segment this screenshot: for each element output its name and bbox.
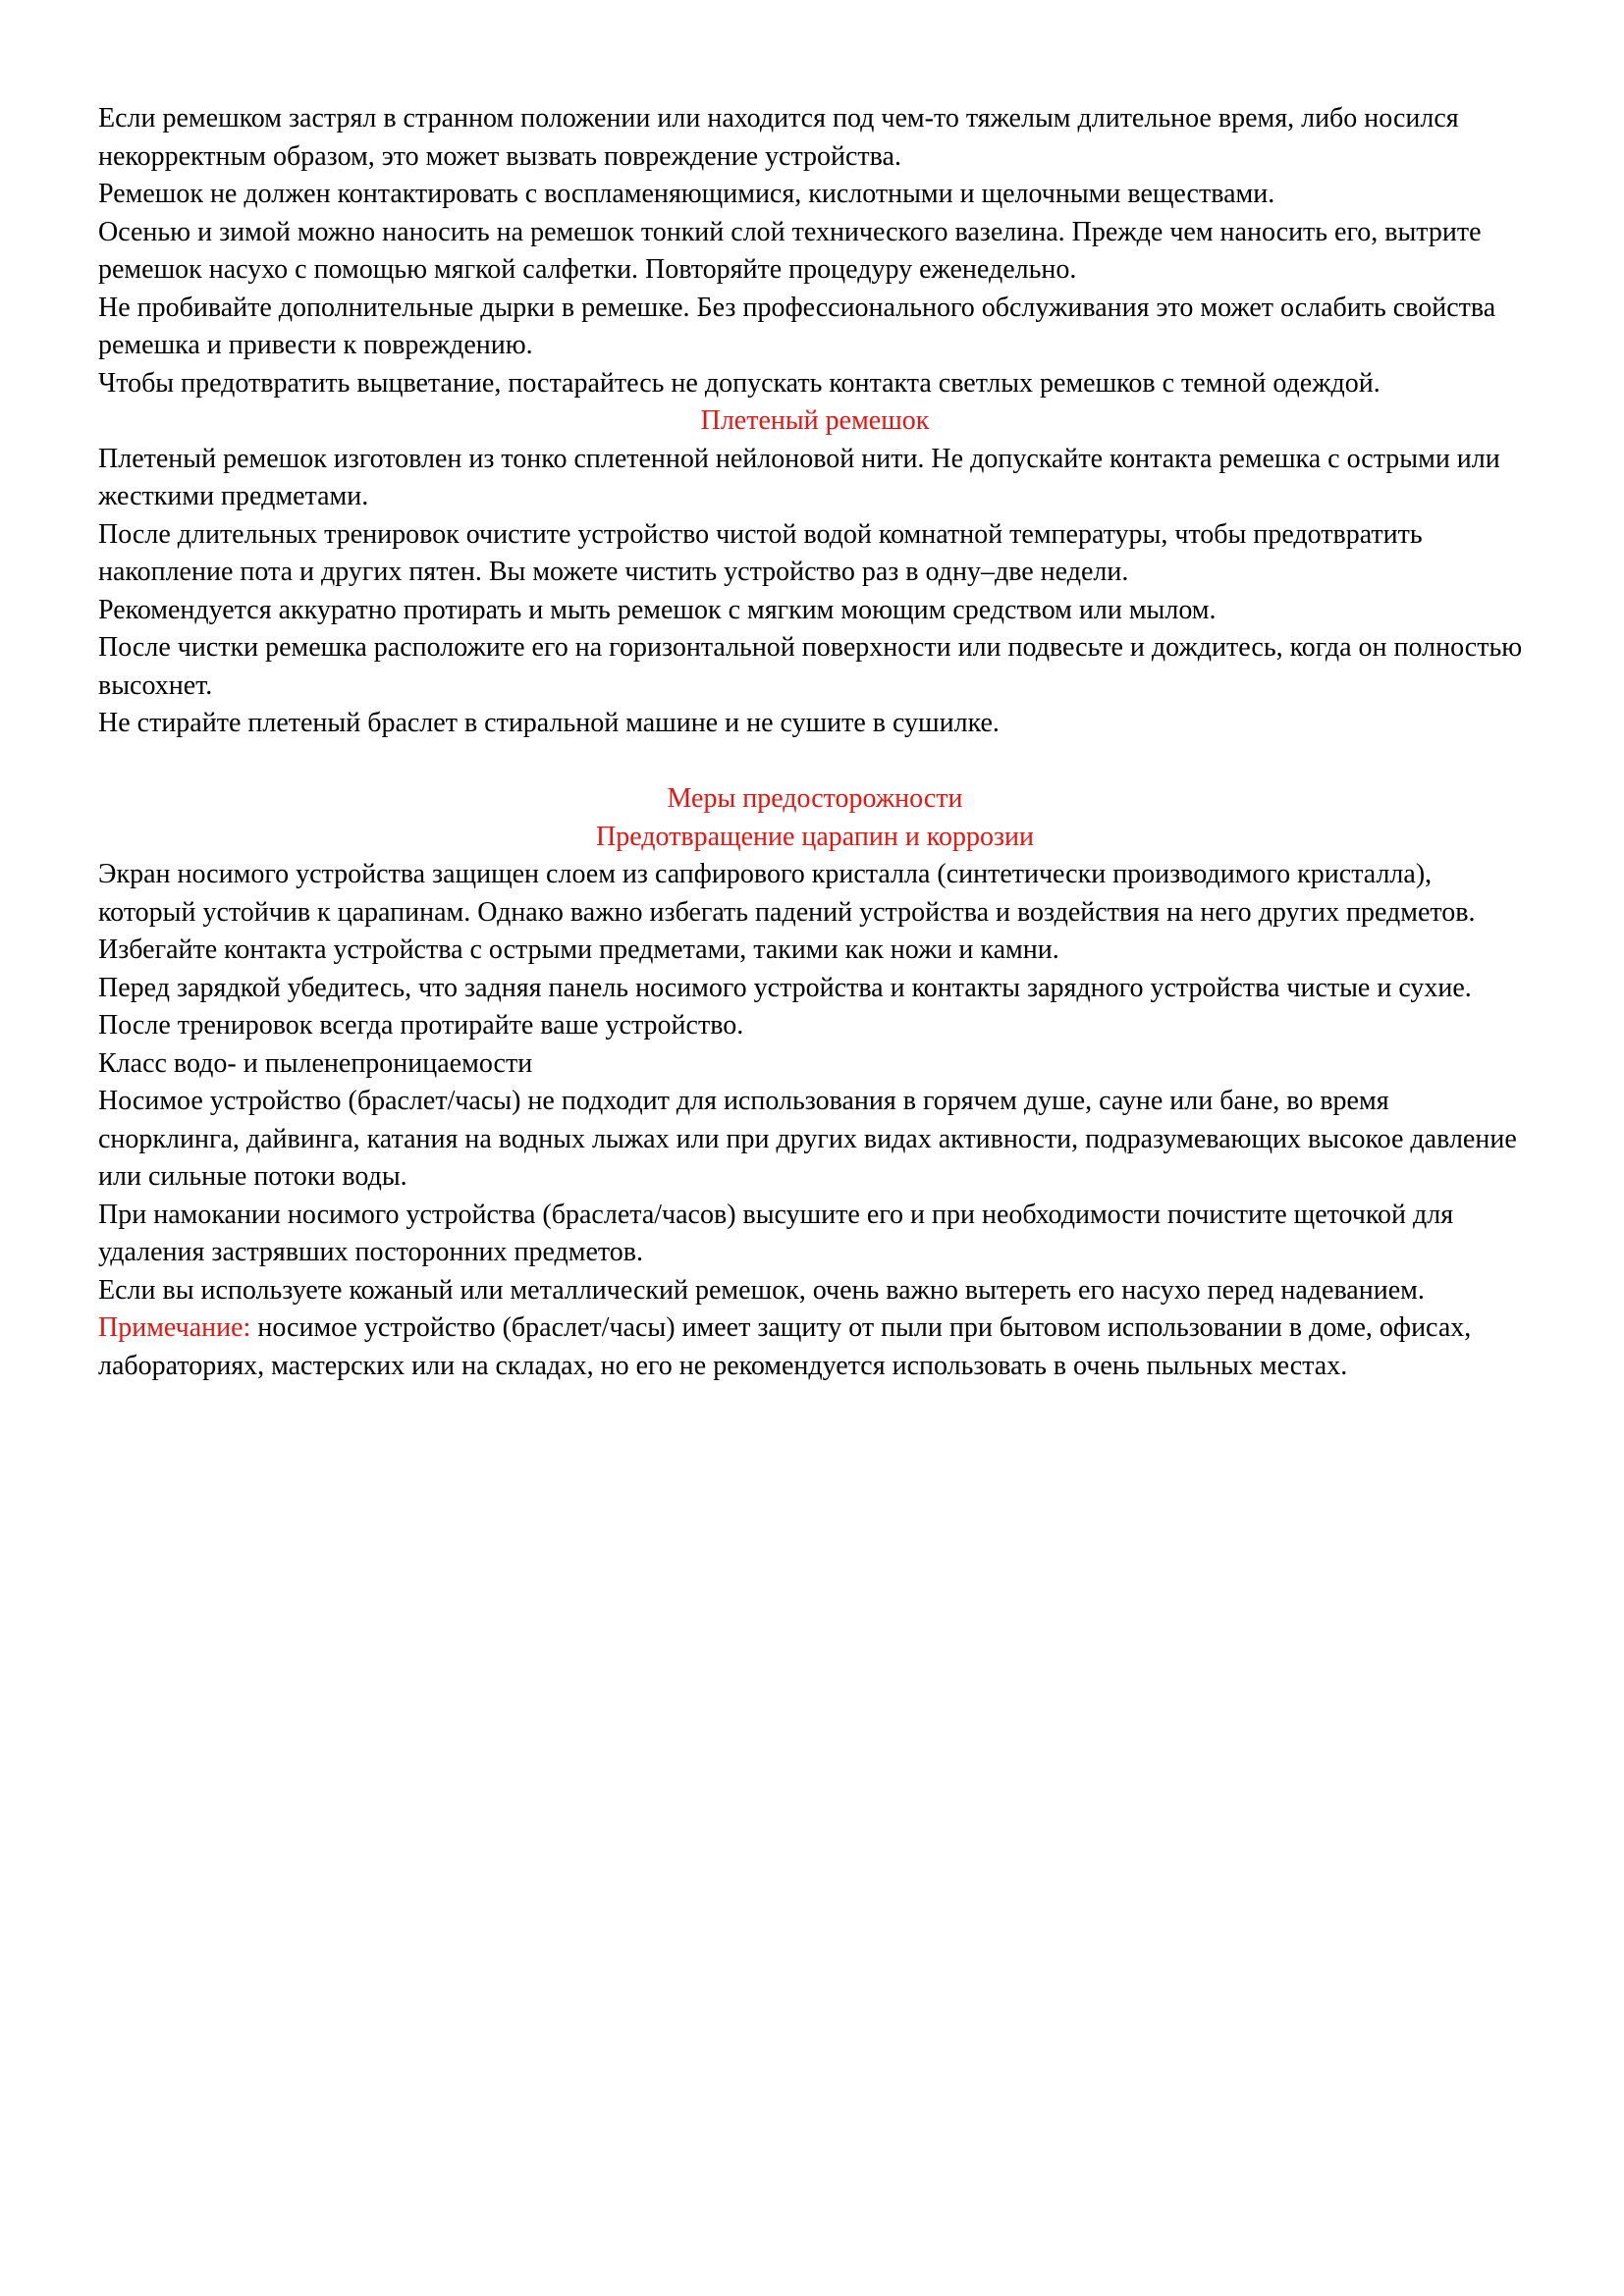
paragraph: Экран носимого устройства защищен слоем из сапфирового кристалла (синтетически производимого кристалла), который устойчив к царапинам. Однако важно избегать падений устройства и воздействия на него других предметов. Избегайте контакта устройства с острыми предметами, такими как ножи и камни. xyxy=(98,859,1476,965)
paragraph: После чистки ремешка расположите его на горизонтальной поверхности или подвесьте и дождитесь, когда он полностью высохнет. xyxy=(98,632,1523,701)
precautions-section xyxy=(98,780,1532,1385)
section-spacer xyxy=(98,743,1532,781)
paragraph: Рекомендуется аккуратно протирать и мыть ремешок с мягким моющим средством или мылом. xyxy=(98,594,1217,625)
note-label: Примечание: xyxy=(98,1312,251,1343)
paragraph: Носимое устройство (браслет/часы) не подходит для использования в горячем душе, сауне или бане, во время снорклинга, дайвинга, катания на водных лыжах или при других видах активности, подразумевающих высокое давление или сильные потоки воды. xyxy=(98,1086,1517,1192)
paragraph: При намокании носимого устройства (браслета/часов) высушите его и при необходимости почистите щеточкой для удаления застрявших посторонних предметов. xyxy=(98,1199,1454,1267)
note-text: носимое устройство (браслет/часы) имеет защиту от пыли при бытовом использовании в доме, офисах, лабораториях, мастерских или на складах, но его не рекомендуется использовать в очень пыльных местах. xyxy=(98,1312,1472,1381)
paragraph: Не стирайте плетеный браслет в стиральной машине и не сушите в сушилке. xyxy=(98,708,1000,738)
paragraph: Если ремешком застрял в странном положении или находится под чем-то тяжелым длительное время, либо носился некорректным образом, это может вызвать повреждение устройства. xyxy=(98,103,1459,172)
paragraph: Перед зарядкой убедитесь, что задняя панель носимого устройства и контакты зарядного устройства чистые и сухие. После тренировок всегда протирайте ваше устройство. xyxy=(98,972,1472,1041)
water-dust-class-label: Класс водо- и пыленепроницаемости xyxy=(98,1047,533,1079)
scratch-corrosion-subheading: Предотвращение царапин и коррозии xyxy=(595,821,1035,852)
note-paragraph xyxy=(98,1309,1532,1385)
document-page xyxy=(98,100,1532,1385)
strap-care-section xyxy=(98,100,1532,402)
paragraph: Чтобы предотвратить выцветание, постарайтесь не допускать контакта светлых ремешков с темной одеждой. xyxy=(98,367,1380,399)
paragraph: Ремешок не должен контактировать с воспламеняющимися, кислотными и щелочными веществами. xyxy=(98,179,1275,209)
paragraph: Плетеный ремешок изготовлен из тонко сплетенной нейлоновой нити. Не допускайте контакта ремешка с острыми или жесткими предметами. xyxy=(98,443,1500,511)
paragraph: После длительных тренировок очистите устройство чистой водой комнатной температуры, чтобы предотвратить накопление пота и других пятен. Вы можете чистить устройство раз в одну–две недели. xyxy=(98,518,1423,587)
braided-strap-section xyxy=(98,402,1532,743)
paragraph: Осенью и зимой можно наносить на ремешок тонкий слой технического вазелина. Прежде чем наносить его, вытрите ремешок насухо с помощью мягкой салфетки. Повторяйте процедуру еженедельно. xyxy=(98,216,1482,285)
braided-strap-heading: Плетеный ремешок xyxy=(700,405,930,436)
paragraph: Если вы используете кожаный или металлический ремешок, очень важно вытереть его насухо перед надеванием. xyxy=(98,1274,1425,1306)
paragraph: Не пробивайте дополнительные дырки в ремешке. Без профессионального обслуживания это может ослабить свойства ремешка и привести к повреждению. xyxy=(98,292,1496,360)
precautions-heading: Меры предосторожности xyxy=(667,783,963,814)
